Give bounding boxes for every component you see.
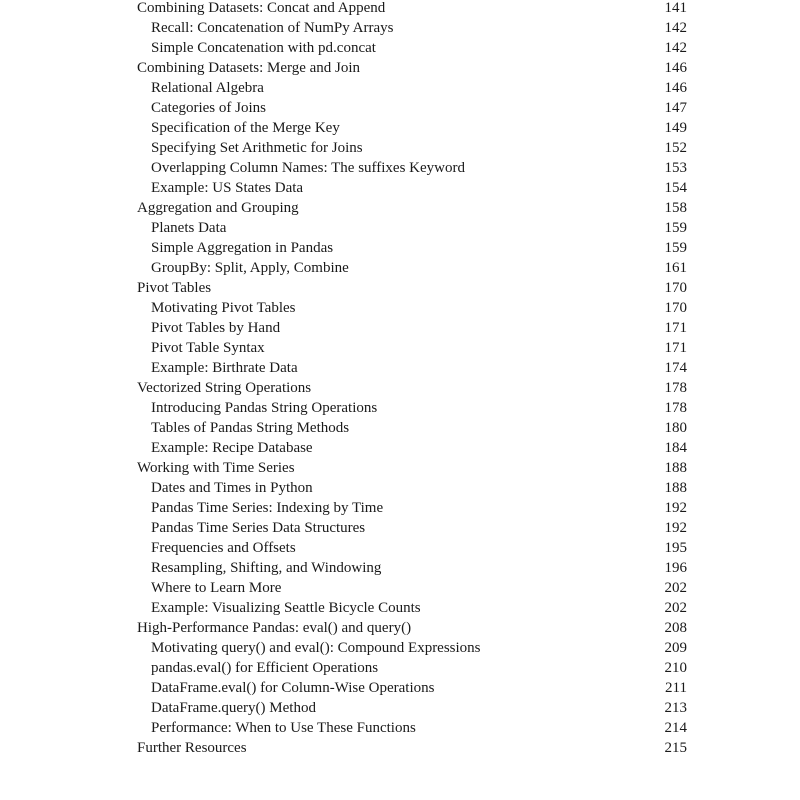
toc-page-number: 141 (664, 0, 687, 16)
toc-entry-title: Simple Aggregation in Pandas (151, 240, 334, 256)
toc-entry-title: Motivating query() and eval(): Compound Expressions (151, 640, 481, 656)
toc-entry-title: GroupBy: Split, Apply, Combine (151, 260, 349, 276)
toc-entry-title: Combining Datasets: Concat and Append (137, 0, 386, 16)
toc-page-number: 158 (664, 200, 687, 216)
toc-entry-title: Pivot Tables (137, 280, 212, 296)
toc-page-number: 209 (664, 640, 687, 656)
toc-subsection-entry[interactable] (137, 678, 687, 698)
toc-page-number: 153 (664, 160, 687, 176)
toc-entry-title: Performance: When to Use These Functions (151, 720, 416, 736)
toc-subsection-entry[interactable] (137, 658, 687, 678)
toc-page-number: 180 (664, 420, 687, 436)
toc-page-number: 146 (664, 60, 687, 76)
toc-subsection-entry[interactable] (137, 598, 687, 618)
toc-subsection-entry[interactable] (137, 238, 687, 258)
toc-subsection-entry[interactable] (137, 558, 687, 578)
table-of-contents (137, 0, 687, 758)
toc-subsection-entry[interactable] (137, 138, 687, 158)
toc-subsection-entry[interactable] (137, 38, 687, 58)
toc-page-number: 142 (664, 20, 687, 36)
toc-page-number: 202 (664, 580, 687, 596)
toc-page-number: 213 (664, 700, 687, 716)
toc-page-number: 192 (664, 520, 687, 536)
toc-subsection-entry[interactable] (137, 318, 687, 338)
toc-subsection-entry[interactable] (137, 298, 687, 318)
toc-subsection-entry[interactable] (137, 178, 687, 198)
toc-page-number: 152 (664, 140, 687, 156)
toc-section-entry[interactable] (137, 58, 687, 78)
toc-subsection-entry[interactable] (137, 438, 687, 458)
toc-page-number: 195 (664, 540, 687, 556)
toc-page-number: 159 (664, 240, 687, 256)
toc-page-number: 188 (664, 460, 687, 476)
toc-subsection-entry[interactable] (137, 578, 687, 598)
toc-entry-title: Relational Algebra (151, 80, 264, 96)
toc-subsection-entry[interactable] (137, 638, 687, 658)
toc-subsection-entry[interactable] (137, 538, 687, 558)
toc-subsection-entry[interactable] (137, 18, 687, 38)
toc-page-number: 215 (664, 740, 687, 756)
toc-subsection-entry[interactable] (137, 418, 687, 438)
toc-entry-title: Example: Visualizing Seattle Bicycle Counts (151, 600, 421, 616)
toc-entry-title: DataFrame.eval() for Column-Wise Operations (151, 680, 435, 696)
toc-page-number: 161 (664, 260, 687, 276)
toc-subsection-entry[interactable] (137, 338, 687, 358)
toc-page-number: 210 (664, 660, 687, 676)
toc-page-number: 208 (664, 620, 687, 636)
toc-subsection-entry[interactable] (137, 478, 687, 498)
toc-page-number: 146 (664, 80, 687, 96)
toc-entry-title: Where to Learn More (151, 580, 282, 596)
toc-subsection-entry[interactable] (137, 698, 687, 718)
toc-subsection-entry[interactable] (137, 78, 687, 98)
toc-subsection-entry[interactable] (137, 718, 687, 738)
toc-page-number: 154 (664, 180, 687, 196)
toc-entry-title: Dates and Times in Python (151, 480, 313, 496)
toc-section-entry[interactable] (137, 378, 687, 398)
toc-entry-title: Pandas Time Series: Indexing by Time (151, 500, 384, 516)
toc-page-number: 174 (664, 360, 687, 376)
toc-entry-title: Pivot Tables by Hand (151, 320, 281, 336)
toc-page-number: 184 (664, 440, 687, 456)
toc-entry-title: Aggregation and Grouping (137, 200, 299, 216)
toc-page-number: 147 (664, 100, 687, 116)
toc-page-number: 214 (664, 720, 687, 736)
toc-page-number: 159 (664, 220, 687, 236)
toc-page-number: 211 (665, 680, 687, 696)
toc-entry-title: Example: Birthrate Data (151, 360, 298, 376)
toc-section-entry[interactable] (137, 738, 687, 758)
toc-entry-title: pandas.eval() for Efficient Operations (151, 660, 379, 676)
toc-entry-title: Overlapping Column Names: The suffixes Keyword (151, 160, 465, 176)
toc-subsection-entry[interactable] (137, 358, 687, 378)
toc-page-number: 178 (664, 400, 687, 416)
toc-page-number: 196 (664, 560, 687, 576)
toc-section-entry[interactable] (137, 618, 687, 638)
toc-entry-title: Working with Time Series (137, 460, 295, 476)
toc-subsection-entry[interactable] (137, 158, 687, 178)
toc-entry-title: Categories of Joins (151, 100, 266, 116)
toc-entry-title: Introducing Pandas String Operations (151, 400, 378, 416)
toc-entry-title: Planets Data (151, 220, 227, 236)
toc-entry-title: Specification of the Merge Key (151, 120, 340, 136)
toc-page-number: 202 (664, 600, 687, 616)
toc-entry-title: High-Performance Pandas: eval() and query() (137, 620, 412, 636)
toc-entry-title: Further Resources (137, 740, 247, 756)
toc-page-number: 171 (664, 320, 687, 336)
toc-entry-title: Recall: Concatenation of NumPy Arrays (151, 20, 394, 36)
toc-entry-title: Example: Recipe Database (151, 440, 313, 456)
toc-subsection-entry[interactable] (137, 218, 687, 238)
toc-page-number: 170 (664, 280, 687, 296)
toc-entry-title: Tables of Pandas String Methods (151, 420, 350, 436)
toc-subsection-entry[interactable] (137, 258, 687, 278)
toc-subsection-entry[interactable] (137, 498, 687, 518)
toc-section-entry[interactable] (137, 0, 687, 18)
toc-page-number: 178 (664, 380, 687, 396)
toc-page-number: 142 (664, 40, 687, 56)
toc-entry-title: Pandas Time Series Data Structures (151, 520, 366, 536)
toc-page-number: 149 (664, 120, 687, 136)
toc-page-number: 170 (664, 300, 687, 316)
toc-section-entry[interactable] (137, 198, 687, 218)
toc-entry-title: Example: US States Data (151, 180, 304, 196)
toc-entry-title: Combining Datasets: Merge and Join (137, 60, 361, 76)
toc-entry-title: Resampling, Shifting, and Windowing (151, 560, 382, 576)
toc-entry-title: Specifying Set Arithmetic for Joins (151, 140, 363, 156)
toc-section-entry[interactable] (137, 458, 687, 478)
toc-entry-title: Simple Concatenation with pd.concat (151, 40, 376, 56)
toc-entry-title: Motivating Pivot Tables (151, 300, 296, 316)
toc-section-entry[interactable] (137, 278, 687, 298)
toc-subsection-entry[interactable] (137, 98, 687, 118)
toc-page-number: 188 (664, 480, 687, 496)
toc-subsection-entry[interactable] (137, 398, 687, 418)
toc-page-number: 171 (664, 340, 687, 356)
toc-entry-title: Pivot Table Syntax (151, 340, 265, 356)
toc-entry-title: DataFrame.query() Method (151, 700, 316, 716)
toc-page-number: 192 (664, 500, 687, 516)
toc-entry-title: Vectorized String Operations (137, 380, 312, 396)
toc-entry-title: Frequencies and Offsets (151, 540, 296, 556)
toc-subsection-entry[interactable] (137, 518, 687, 538)
toc-subsection-entry[interactable] (137, 118, 687, 138)
